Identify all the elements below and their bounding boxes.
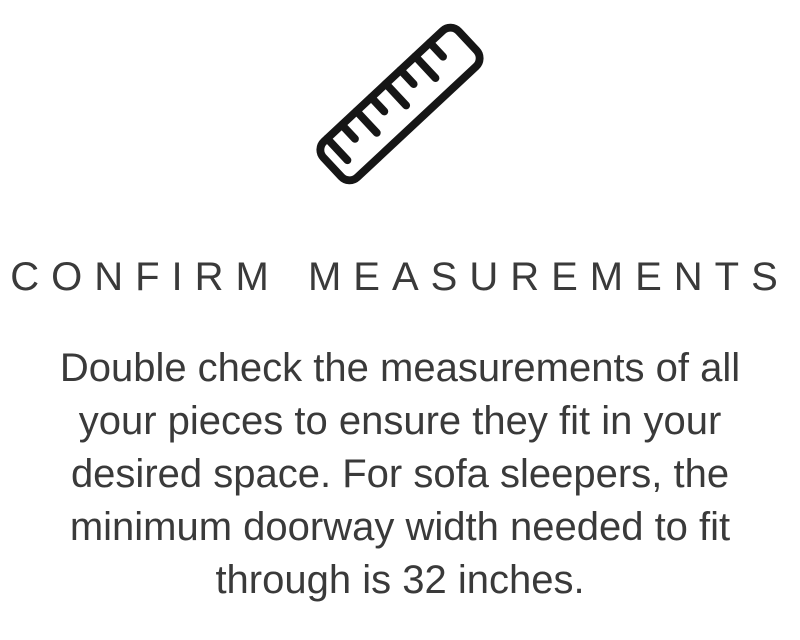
description-line: your pieces to ensure they fit in your bbox=[78, 399, 722, 443]
description-line: desired space. For sofa sleepers, the bbox=[70, 452, 730, 496]
ruler-tick-marks bbox=[327, 43, 450, 161]
panel-description bbox=[0, 342, 800, 607]
description-line: through is 32 inches. bbox=[215, 558, 585, 602]
description-line: minimum doorway width needed to fit bbox=[69, 505, 731, 549]
panel-title: CONFIRM MEASUREMENTS bbox=[10, 255, 790, 299]
ruler-icon-svg bbox=[304, 8, 496, 200]
ruler-icon bbox=[0, 0, 800, 200]
description-line: Double check the measurements of all bbox=[59, 346, 741, 390]
